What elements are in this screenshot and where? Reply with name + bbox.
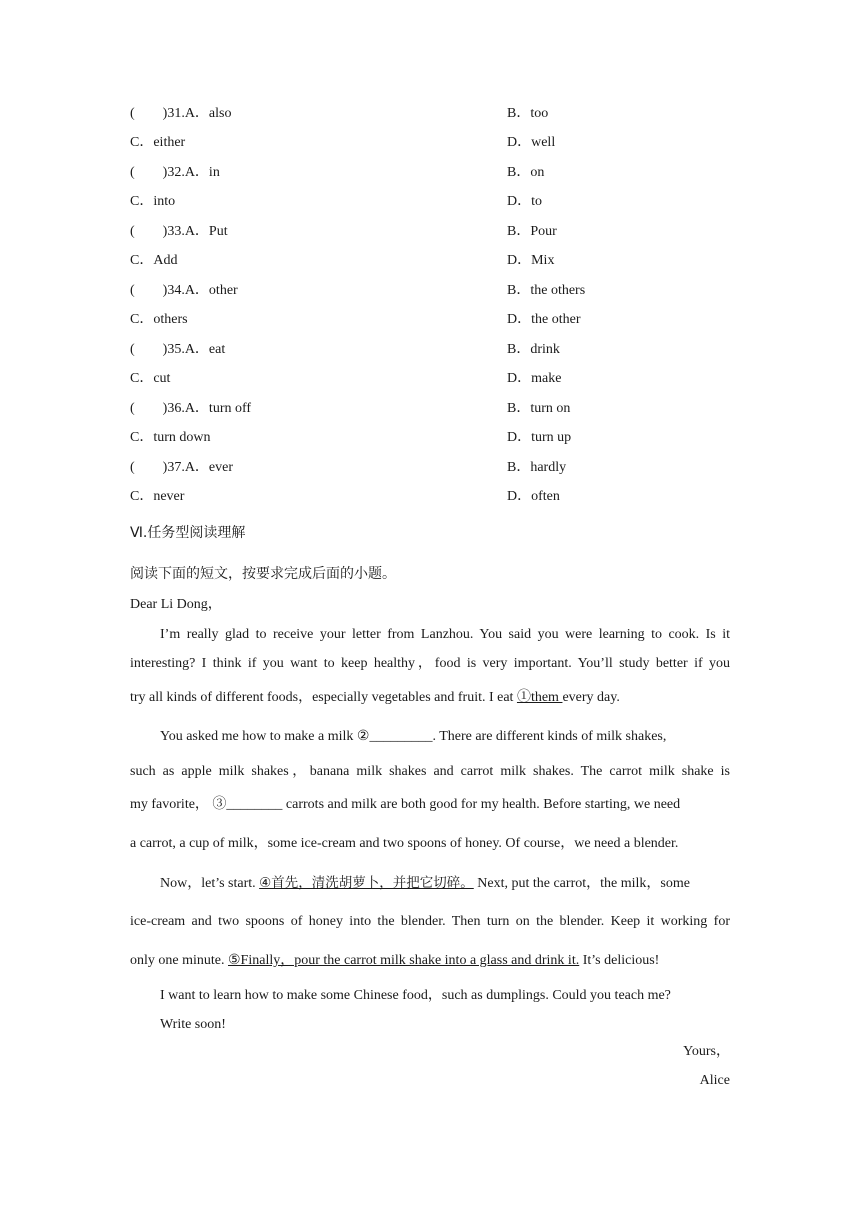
q31-option-c: C．either <box>130 135 186 150</box>
letter-greeting: Dear Li Dong， <box>130 597 222 612</box>
q31-option-b: B．too <box>507 106 549 121</box>
q33-option-a: ( )33.A．Put <box>130 224 228 239</box>
answer-blank-3: ③________ <box>212 797 283 812</box>
letter-p4: I want to learn how to make some Chinese food，such as dumplings. Could you teach me? <box>160 988 671 1003</box>
q34-option-a: ( )34.A．other <box>130 283 238 298</box>
letter-closing: Yours， <box>683 1044 730 1059</box>
letter-p1-line2: interesting? I think if you want to keep healthy，food is very important. You’ll study better if you <box>130 656 730 671</box>
q36-option-b: B．turn on <box>507 401 571 416</box>
q35-option-c: C．cut <box>130 371 171 386</box>
q37-option-a: ( )37.A．ever <box>130 460 234 475</box>
q32-option-d: D．to <box>507 194 542 209</box>
letter-p3-line1-end: Next, put the carrot，the milk，some <box>473 876 690 891</box>
q34-option-b: B．the others <box>507 283 586 298</box>
q36-option-d: D．turn up <box>507 430 572 445</box>
letter-p5: Write soon! <box>160 1017 226 1032</box>
letter-p1-line3-end: every day. <box>562 690 620 705</box>
letter-p2-line3 <box>130 796 730 814</box>
q37-option-c: C．never <box>130 489 185 504</box>
letter-p2-line4: a carrot, a cup of milk，some ice-cream and two spoons of honey. Of course，we need a blender. <box>130 836 679 851</box>
q33-option-c: C．Add <box>130 253 178 268</box>
q31-option-a: ( )31.A．also <box>130 106 232 121</box>
letter-p3-line1-start: Now，let’s start. <box>160 876 260 891</box>
letter-p3-line3 <box>130 952 730 970</box>
letter-p1-line3 <box>130 689 730 707</box>
letter-p2-line3-end: carrots and milk are both good for my health. Before starting, we need <box>282 797 681 812</box>
q35-option-b: B．drink <box>507 342 560 357</box>
answer-blank-5: ⑤Finally，pour the carrot milk shake into a glass and drink it. <box>228 953 580 968</box>
letter-p3-line3-start: only one minute. <box>130 953 228 968</box>
letter-p2-line2: such as apple milk shakes，banana milk shakes and carrot milk shakes. The carrot milk shake is <box>130 764 730 779</box>
section-instruction: 阅读下面的短文，按要求完成后面的小题。 <box>130 566 396 582</box>
letter-p2-line1-start: You asked me how to make a milk <box>160 729 357 744</box>
q34-option-d: D．the other <box>507 312 581 327</box>
q35-option-a: ( )35.A．eat <box>130 342 226 357</box>
q36-option-a: ( )36.A．turn off <box>130 401 252 416</box>
q33-option-b: B．Pour <box>507 224 557 239</box>
q31-option-d: D．well <box>507 135 556 150</box>
answer-blank-1: ①them <box>516 690 563 705</box>
q33-option-d: D．Mix <box>507 253 555 268</box>
q37-option-b: B．hardly <box>507 460 567 475</box>
q32-option-a: ( )32.A．in <box>130 165 220 180</box>
answer-blank-2: ②_________ <box>356 729 433 744</box>
q34-option-c: C．others <box>130 312 188 327</box>
q36-option-c: C．turn down <box>130 430 211 445</box>
q37-option-d: D．often <box>507 489 560 504</box>
letter-p1-line3-start: try all kinds of different foods，especially vegetables and fruit. I eat <box>130 690 517 705</box>
letter-signature: Alice <box>699 1073 730 1088</box>
letter-p1-line1: I’m really glad to receive your letter from Lanzhou. You said you were learning to cook. Is it <box>160 627 730 642</box>
letter-p2-line1-end: . There are different kinds of milk shakes, <box>432 729 667 744</box>
section-title: Ⅵ.任务型阅读理解 <box>130 525 246 541</box>
letter-p2-line3-start: my favorite， <box>130 797 213 812</box>
q32-option-b: B．on <box>507 165 545 180</box>
letter-p3-line1 <box>160 874 730 893</box>
letter-p3-line3-end: It’s delicious! <box>579 953 660 968</box>
q32-option-c: C．into <box>130 194 176 209</box>
q35-option-d: D．make <box>507 371 562 386</box>
letter-p3-line2: ice-cream and two spoons of honey into the blender. Then turn on the blender. Keep it working for <box>130 914 730 929</box>
answer-blank-4: ④首先，清洗胡萝卜，并把它切碎。 <box>259 875 474 891</box>
letter-p2-line1 <box>160 728 730 746</box>
